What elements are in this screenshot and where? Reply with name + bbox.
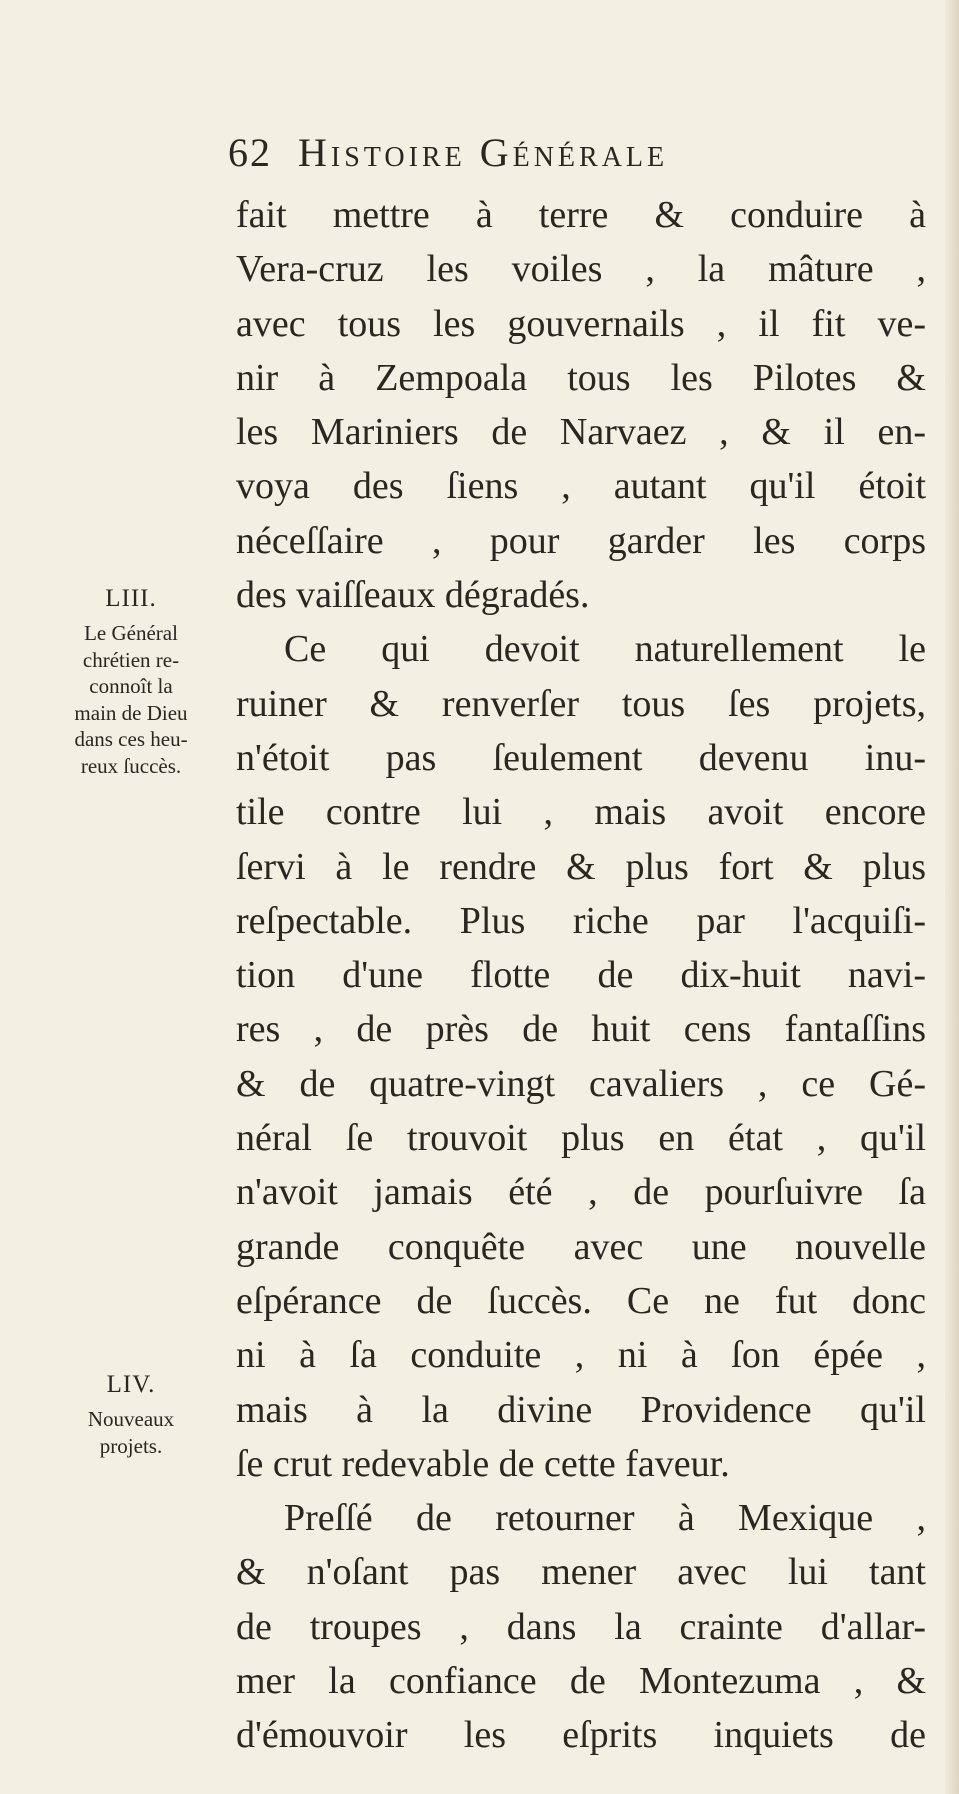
marginal-note-line: Nouveaux [87,1407,175,1431]
marginal-note [36,1366,226,1459]
text-line: néral ſe trouvoit plus en état , qu'il [236,1117,926,1160]
marginal-note-line: chrétien re- [82,647,180,672]
text-line: res , de près de huit cens fantaſſins [236,1008,926,1051]
marginal-note-line: projets. [99,1433,163,1458]
text-line: & de quatre-vingt cavaliers , ce Gé- [236,1062,926,1105]
body-text [236,188,926,1763]
running-title: Histoire Générale [298,130,669,175]
text-line: n'avoit jamais été , de pourſuivre ſa [236,1171,926,1214]
text-line: avec tous les gouvernails , il fit ve- [236,302,926,345]
text-line: des vaiſſeaux dégradés. [236,574,590,617]
text-line: de troupes , dans la crainte d'allar- [236,1605,926,1648]
marginal-note-number: LIII. [105,585,157,612]
text-line: ſe crut redevable de cette faveur. [236,1442,730,1485]
text-line: grande conquête avec une nouvelle [236,1225,926,1268]
page-number: 62 [228,130,272,175]
text-line: voya des ſiens , autant qu'il étoit [236,465,926,508]
text-line: ni à ſa conduite , ni à ſon épée , [236,1334,926,1377]
marginal-note [36,580,226,779]
marginal-note-line: dans ces heu- [74,727,188,751]
text-line: tile contre lui , mais avoit encore [236,791,926,834]
marginal-note-line: connoît la [89,674,173,698]
text-line: reſpectable. Plus riche par l'acquiſi- [236,899,926,942]
marginal-note-line: reux ſuccès. [80,753,182,778]
text-line: néceſſaire , pour garder les corps [236,519,926,562]
marginal-note-number: LIV. [106,1371,156,1398]
text-line: n'étoit pas ſeulement devenu inu- [236,736,926,779]
page-header [228,118,928,188]
text-line: nir à Zempoala tous les Pilotes & [236,356,926,399]
paper-edge [945,0,959,1794]
text-line: eſpérance de ſuccès. Ce ne fut donc [236,1279,926,1322]
text-line: les Mariniers de Narvaez , & il en- [236,411,926,454]
text-line: Ce qui devoit naturellement le [284,628,926,671]
text-line: ſervi à le rendre & plus fort & plus [236,845,926,888]
marginal-note-line: main de Dieu [74,700,188,725]
text-line: & n'oſant pas mener avec lui tant [236,1551,926,1594]
text-line: d'émouvoir les eſprits inquiets de [236,1714,926,1757]
text-line: ruiner & renverſer tous ſes projets, [236,682,926,725]
marginal-note-line: Le Général [84,621,178,645]
text-line: tion d'une flotte de dix-huit navi- [236,954,926,997]
text-line: Preſſé de retourner à Mexique , [284,1497,926,1540]
text-line: fait mettre à terre & conduire à [236,194,926,236]
text-line: mer la confiance de Montezuma , & [236,1660,926,1703]
text-line: Vera-cruz les voiles , la mâture , [236,248,926,291]
text-line: mais à la divine Providence qu'il [236,1388,926,1431]
